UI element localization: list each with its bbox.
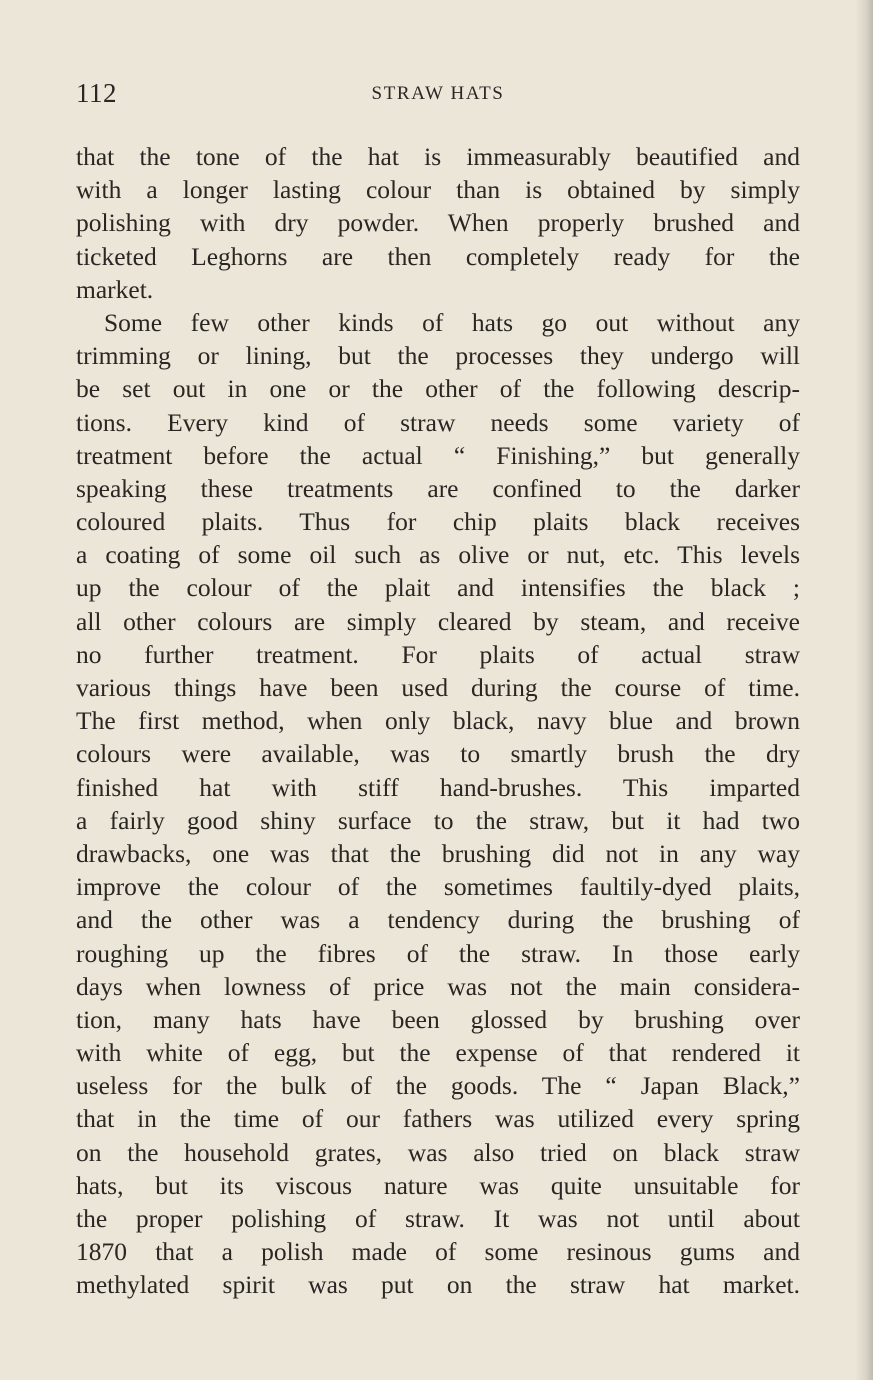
- text-line: on the household grates, was also tried on black straw: [76, 1137, 800, 1167]
- text-line: speaking these treatments are confined to the darker: [76, 473, 800, 503]
- text-line: treatment before the actual “ Finishing,” but generally: [76, 440, 800, 470]
- body-text: [76, 140, 800, 1302]
- text-line: the proper polishing of straw. It was not until about: [76, 1204, 800, 1233]
- text-line: with a longer lasting colour than is obtained by simply: [76, 175, 800, 205]
- text-line: with white of egg, but the expense of that rendered it: [76, 1038, 800, 1068]
- paragraph-start-line: Some few other kinds of hats go out without any: [104, 307, 800, 337]
- text-line: up the colour of the plait and intensifies the black ;: [76, 573, 800, 603]
- text-line: be set out in one or the other of the following descrip-: [76, 374, 800, 404]
- text-line: finished hat with stiff hand-brushes. This imparted: [76, 772, 800, 802]
- text-line: drawbacks, one was that the brushing did not in any way: [76, 838, 800, 868]
- text-line: days when lowness of price was not the main considera-: [76, 971, 800, 1001]
- text-line: methylated spirit was put on the straw hat market.: [76, 1270, 800, 1300]
- text-line: that the tone of the hat is immeasurably beautified and: [76, 142, 800, 171]
- text-line: various things have been used during the course of time.: [76, 673, 800, 702]
- text-line: a fairly good shiny surface to the straw, but it had two: [76, 805, 800, 835]
- text-line: The first method, when only black, navy blue and brown: [76, 706, 800, 736]
- text-line: colours were available, was to smartly brush the dry: [76, 739, 800, 769]
- text-line: tion, many hats have been glossed by brushing over: [76, 1004, 800, 1034]
- text-line: improve the colour of the sometimes faultily-dyed plaits,: [76, 872, 800, 902]
- running-title: STRAW HATS: [371, 83, 505, 104]
- text-line: tions. Every kind of straw needs some variety of: [76, 407, 800, 437]
- text-line: market.: [76, 274, 154, 304]
- text-line: and the other was a tendency during the brushing of: [76, 905, 800, 935]
- text-line: 1870 that a polish made of some resinous gums and: [76, 1237, 800, 1267]
- text-line: roughing up the fibres of the straw. In those early: [76, 938, 800, 968]
- text-line: no further treatment. For plaits of actual straw: [76, 639, 800, 669]
- text-line: ticketed Leghorns are then completely ready for the: [76, 241, 800, 271]
- running-head: [76, 78, 800, 112]
- text-line: coloured plaits. Thus for chip plaits black receives: [76, 507, 800, 537]
- text-line: hats, but its viscous nature was quite unsuitable for: [76, 1170, 800, 1200]
- text-line: all other colours are simply cleared by steam, and receive: [76, 606, 800, 636]
- text-line: polishing with dry powder. When properly brushed and: [76, 208, 800, 238]
- text-line: useless for the bulk of the goods. The “ Japan Black,”: [76, 1071, 800, 1101]
- text-line: that in the time of our fathers was utilized every spring: [76, 1104, 800, 1134]
- page-edge-shadow: [855, 0, 873, 1380]
- text-line: a coating of some oil such as olive or nut, etc. This levels: [76, 540, 800, 570]
- text-line: trimming or lining, but the processes they undergo will: [76, 341, 800, 371]
- page-number: 112: [76, 78, 117, 108]
